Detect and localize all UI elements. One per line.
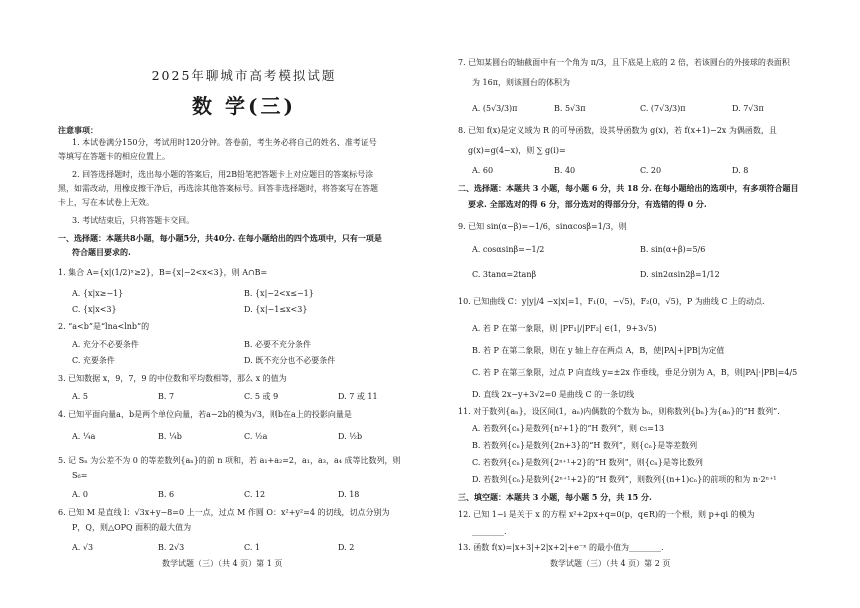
q2-option-a: A. 充分不必要条件 (72, 340, 139, 349)
q1-option-b: B. {x|−2<x≤−1} (244, 289, 314, 298)
notice-2c: 卡上，写在本试卷上无效。 (58, 198, 154, 207)
q5-option-c: C. 12 (244, 490, 266, 499)
q10-option-b: B. 若 P 在第二象限，则在 y 轴上存在两点 A，B，使|PA|+|PB|为定值 (472, 346, 725, 355)
section-1-heading-a: 一、选择题：本题共8小题，每小题5分，共40分. 在每小题给出的四个选项中，只有一项是 (58, 233, 382, 243)
q9-option-d: D. sin2αsin2β=1/12 (640, 270, 720, 279)
q4-option-b: B. ¼b (158, 432, 182, 441)
q2-option-b: B. 必要不充分条件 (244, 340, 311, 349)
question-6b: P，Q，则△OPQ 面积的最大值为 (72, 523, 192, 532)
q6-option-a: A. √3 (72, 543, 94, 552)
q10-option-c: C. 若 P 在第三象限，过点 P 向直线 y=±2x 作垂线，垂足分别为 A，B，则|PA|·|PB|=4/5 (472, 368, 798, 377)
section-1-heading-b: 符合题目要求的. (72, 247, 131, 257)
q1-option-d: D. {x|−1≤x<3} (244, 305, 308, 314)
q6-option-b: B. 2√3 (158, 543, 185, 552)
q8-option-d: D. 8 (732, 166, 749, 175)
question-7b: 为 16π，则该圆台的体积为 (472, 78, 570, 87)
question-2: 2. “a<b”是“lna<lnb”的 (58, 322, 150, 331)
exam-title: 2025年聊城市高考模拟试题 (151, 68, 337, 83)
question-12b: ________. (472, 527, 507, 536)
question-11: 11. 对于数列{aₙ}，设区间(1，aₙ)内偶数的个数为 bₙ，则称数列{bₙ}为{aₙ}的“H 数列”. (458, 407, 780, 416)
q1-option-c: C. {x|x<3} (72, 305, 117, 314)
q11-option-d: D. 若数列{cₙ}是数列{2ⁿ⁺¹+2}的“H 数列”，则数列{(n+1)cₙ}的前项的和为 n·2ⁿ⁺¹ (472, 475, 777, 484)
page-1 (58, 0, 430, 608)
question-13: 13. 函数 f(x)=|x+3|+2|x+2|+e⁻ˣ 的最小值为________. (458, 543, 664, 552)
q11-option-c: C. 若数列{cₙ}是数列{2ⁿ⁺¹+2}的“H 数列”，则{cₙ}是等比数列 (472, 458, 703, 467)
question-8b: g(x)=g(4−x)，则 ∑ g(i)= (468, 146, 566, 155)
question-8a: 8. 已知 f(x)是定义域为 R 的可导函数，设其导函数为 g(x)，若 f(x+1)−2x 为偶函数，且 (458, 126, 777, 135)
q8-option-c: C. 20 (640, 166, 662, 175)
subject-title: 数 学(三) (192, 94, 296, 118)
q3-option-b: B. 7 (158, 392, 175, 401)
question-6a: 6. 已知 M 是直线 l：√3x+y−8=0 上一点，过点 M 作圆 O：x²+y²=4 的切线，切点分别为 (58, 508, 390, 517)
question-12a: 12. 已知 1−i 是关于 x 的方程 x²+2px+q=0(p，q∈R)的一个根，则 p+qi 的模为 (458, 510, 755, 519)
q6-option-c: C. 1 (244, 543, 261, 552)
q4-option-a: A. ¼a (72, 432, 96, 441)
q2-option-d: D. 既不充分也不必要条件 (244, 356, 336, 365)
notice-3: 3. 考试结束后，只将答题卡交回。 (72, 216, 195, 225)
q9-option-a: A. cosαsinβ=−1/2 (472, 245, 545, 254)
question-10: 10. 已知曲线 C：y|y|/4 −x|x|=1，F₁(0，−√5)，F₂(0，√5)，P 为曲线 C 上的动点. (458, 297, 765, 306)
section-2-heading-a: 二、选择题：本题共 3 小题，每小题 6 分，共 18 分. 在每小题给出的选项中，有多项符合题目 (458, 183, 799, 193)
q8-option-a: A. 60 (472, 166, 494, 175)
q5-option-a: A. 0 (72, 490, 88, 499)
q7-option-d: D. 7√3π (732, 104, 764, 113)
page-1-footer: 数学试题（三）（共 4 页）第 1 页 (162, 559, 283, 568)
section-3-heading: 三、填空题：本题共 3 小题，每小题 5 分，共 15 分. (458, 492, 652, 502)
q9-option-b: B. sin(α+β)=5/6 (640, 245, 706, 254)
q5-option-b: B. 6 (158, 490, 175, 499)
q7-option-c: C. (7√3/3)π (640, 104, 686, 113)
notice-1b: 等填写在答题卡的相应位置上。 (58, 152, 170, 161)
q11-option-a: A. 若数列{cₙ}是数列{n²+1}的“H 数列”，则 c₅=13 (472, 424, 665, 433)
question-5a: 5. 记 Sₙ 为公差不为 0 的等差数列{aₙ}的前 n 项和，若 a₁+a₂=2，a₁，a₃，a₄ 成等比数列，则 (58, 456, 401, 465)
question-1: 1. 集合 A={x|(1/2)ˣ≥2}，B={x|−2<x<3}，则 A∩B= (58, 268, 268, 277)
q4-option-d: D. ½b (338, 432, 363, 441)
q5-option-d: D. 18 (338, 490, 360, 499)
q3-option-c: C. 5 或 9 (244, 392, 279, 401)
notice-2a: 2. 回答选择题时，选出每小题的答案后，用2B铅笔把答题卡上对应题目的答案标号涂 (72, 170, 374, 179)
q9-option-c: C. 3tanα=2tanβ (472, 270, 537, 279)
q11-option-b: B. 若数列{cₙ}是数列{2n+3}的“H 数列”，则{cₙ}是等差数列 (472, 441, 698, 450)
question-5b: S₆= (72, 471, 88, 480)
q4-option-c: C. ½a (244, 432, 268, 441)
notice-heading: 注意事项： (58, 125, 98, 135)
question-7a: 7. 已知某圆台的轴截面中有一个角为 π/3，且下底是上底的 2 倍，若该圆台的外接球的表面积 (458, 58, 790, 67)
q8-option-b: B. 40 (554, 166, 576, 175)
q2-option-c: C. 充要条件 (72, 356, 115, 365)
q10-option-a: A. 若 P 在第一象限，则 |PF₁|/|PF₂| ∈(1，9+3√5) (472, 324, 657, 333)
q7-option-a: A. (5√3/3)π (472, 104, 518, 113)
question-3: 3. 已知数据 x，9，7，9 的中位数和平均数相等，那么 x 的值为 (58, 374, 287, 383)
page-2-footer: 数学试题（三）（共 4 页）第 2 页 (550, 559, 671, 568)
q3-option-a: A. 5 (72, 392, 88, 401)
q6-option-d: D. 2 (338, 543, 355, 552)
q1-option-a: A. {x|x≥−1} (72, 289, 124, 298)
page-2 (458, 0, 828, 608)
q3-option-d: D. 7 或 11 (338, 392, 378, 401)
q7-option-b: B. 5√3π (554, 104, 586, 113)
question-9: 9. 已知 sin(α−β)=−1/6，sinαcosβ=1/3，则 (458, 222, 627, 231)
notice-2b: 黑，如需改动，用橡皮擦干净后，再选涂其他答案标号。回答非选择题时，将答案写在答题 (58, 184, 378, 193)
section-2-heading-b: 要求. 全部选对的得 6 分，部分选对的得部分分，有选错的得 0 分. (468, 199, 707, 209)
q10-option-d: D. 直线 2x−y+3√2=0 是曲线 C 的一条切线 (472, 390, 635, 399)
question-4: 4. 已知平面向量a，b是两个单位向量，若a−2b的模为√3，则b在a上的投影向量是 (58, 410, 352, 419)
notice-1a: 1. 本试卷满分150分，考试用时120分钟。答卷前，考生务必将自己的姓名、准考证号 (72, 138, 377, 147)
